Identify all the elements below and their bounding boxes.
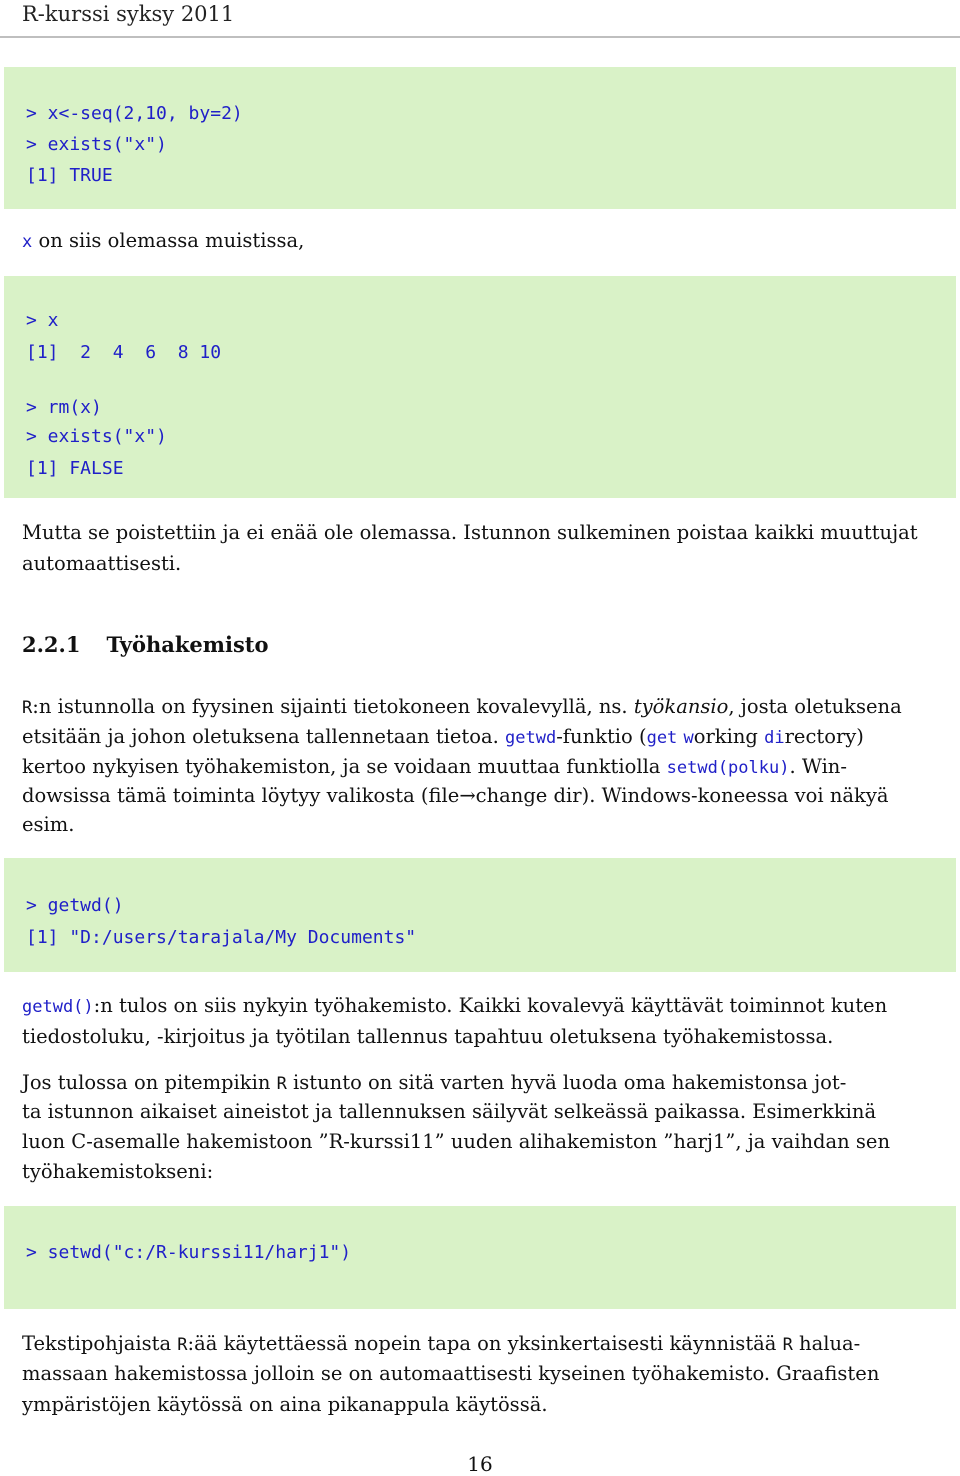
code-block-1 [4, 67, 956, 209]
header-rule [0, 36, 960, 38]
code-line: > setwd("c:/R-kurssi11/harj1") [26, 1242, 352, 1263]
running-header [0, 0, 960, 36]
paragraph-line: etsitään ja johon oletuksena tallennetaan tietoa. getwd-funktio (get working directory) [22, 725, 864, 748]
code-line: > exists("x") [26, 134, 167, 155]
inline-code: x [22, 232, 33, 252]
paragraph-line: kertoo nykyisen työhakemiston, ja se voidaan muuttaa funktiolla setwd(polku). Win- [22, 755, 847, 778]
header-title: R-kurssi syksy 2011 [22, 2, 235, 26]
paragraph-line: R:n istunnolla on fyysinen sijainti tietokoneen kovalevyllä, ns. työkansio, josta oletuksena [22, 695, 902, 718]
page-number: 16 [467, 1452, 493, 1476]
code-block-3 [4, 858, 956, 972]
code-line: > x [26, 310, 59, 331]
code-line: [1] FALSE [26, 458, 124, 479]
paragraph-line: luon C-asemalle hakemistoon ”R-kurssi11” uuden alihakemiston ”harj1”, ja vaihdan sen [22, 1130, 890, 1153]
code-line: [1] TRUE [26, 165, 113, 186]
paragraph-x-exists: x on siis olemassa muistissa, [22, 229, 305, 252]
section-number: 2.2.1 [22, 632, 81, 657]
inline-code: setwd(polku) [666, 758, 790, 778]
section-heading [22, 632, 269, 657]
code-line: [1] "D:/users/tarajala/My Documents" [26, 927, 417, 948]
paragraph-line: automaattisesti. [22, 552, 182, 575]
paragraph-line: getwd():n tulos on siis nykyin työhakemisto. Kaikki kovalevyä käyttävät toiminnot kuten [22, 994, 888, 1017]
paragraph-line: työhakemistokseni: [22, 1160, 214, 1183]
code-line: > getwd() [26, 895, 124, 916]
code-line: > x<-seq(2,10, by=2) [26, 103, 243, 124]
paragraph-line: ympäristöjen käytössä on aina pikanappula käytössä. [22, 1393, 548, 1416]
paragraph-line: dowsissa tämä toiminta löytyy valikosta (file→change dir). Windows-koneessa voi näkyä [22, 784, 889, 807]
code-block-2 [4, 276, 956, 498]
paragraph-line: tiedostoluku, -kirjoitus ja työtilan tallennus tapahtuu oletuksena työhakemistossa. [22, 1025, 834, 1048]
paragraph-line: Jos tulossa on pitempikin R istunto on sitä varten hyvä luoda oma hakemistonsa jot- [22, 1071, 847, 1094]
paragraph-line: ta istunnon aikaiset aineistot ja tallennuksen säilyvät selkeässä paikassa. Esimerkkinä [22, 1100, 877, 1123]
paragraph-line: massaan hakemistossa jolloin se on automaattisesti kyseinen työhakemisto. Graafisten [22, 1362, 880, 1385]
section-title: Työhakemisto [106, 632, 269, 657]
paragraph-line: esim. [22, 813, 75, 836]
inline-code: getwd() [22, 997, 94, 1017]
inline-code: getwd [505, 728, 557, 748]
code-line: [1] 2 4 6 8 10 [26, 342, 222, 363]
code-block-4 [4, 1206, 956, 1309]
paragraph-line: Mutta se poistettiin ja ei enää ole olemassa. Istunnon sulkeminen poistaa kaikki muuttujat [22, 521, 918, 544]
code-line: > rm(x) [26, 397, 102, 418]
code-line: > exists("x") [26, 426, 167, 447]
paragraph-line: Tekstipohjaista R:ää käytettäessä nopein tapa on yksinkertaisesti käynnistää R halua- [22, 1332, 861, 1355]
